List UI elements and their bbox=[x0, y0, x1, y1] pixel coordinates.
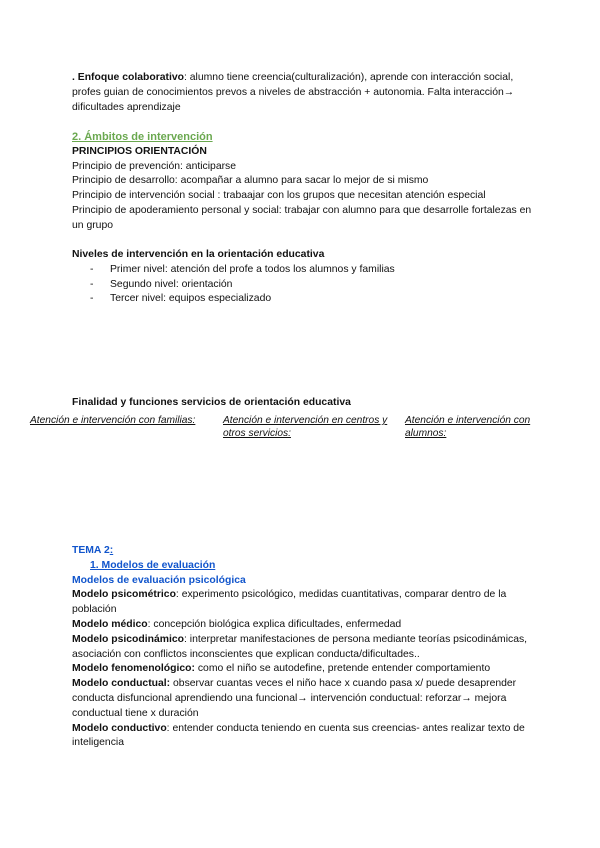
principle-item: Principio de apoderamiento personal y social: trabajar con alumno para que desarrolle fortalezas en un grupo bbox=[72, 204, 532, 231]
principle-item: Principio de desarrollo: acompañar a alumno para sacar lo mejor de si mismo bbox=[72, 175, 429, 187]
column-familias: Atención e intervención con familias: bbox=[30, 415, 196, 426]
list-item: - Segundo nivel: orientación bbox=[72, 278, 532, 293]
model-name: Modelo conductual: bbox=[72, 678, 171, 690]
enfoque-label: . Enfoque colaborativo bbox=[72, 72, 184, 83]
model-entry bbox=[72, 662, 532, 677]
model-name: Modelo médico bbox=[72, 618, 148, 630]
principle-item: Principio de intervención social : trabaajar con los grupos que necesitan atención especial bbox=[72, 190, 486, 202]
models-list bbox=[72, 588, 532, 751]
ambitos-section bbox=[72, 130, 532, 234]
tema2-section bbox=[72, 544, 532, 751]
tema2-heading bbox=[72, 544, 532, 559]
list-item: - Tercer nivel: equipos especializado bbox=[72, 292, 532, 307]
model-text: : interpretar manifestaciones de persona mediante teorías psicodinámicas, asociación con conflictos inconscientes que explican conducta/dificultades.. bbox=[72, 633, 528, 660]
enfoque-text: : alumno tiene creencia(culturalización), aprende con interacción social, profes guian de conocimientos prevos a niveles de abstracción + autonomia. Falta interacción→ dificultades aprendizaje bbox=[72, 72, 515, 113]
section-heading: 1. Modelos de evaluación bbox=[90, 559, 216, 571]
finalidad-title-text: Finalidad y funciones servicios de orientación educativa bbox=[72, 397, 351, 408]
list-item: - Primer nivel: atención del profe a todos los alumnos y familias bbox=[72, 263, 532, 278]
tema2-suffix: : bbox=[109, 545, 114, 556]
column-alumnos: Atención e intervención con alumnos: bbox=[405, 415, 531, 439]
model-entry bbox=[72, 618, 532, 633]
niveles-title: Niveles de intervención en la orientación educativa bbox=[72, 249, 325, 260]
model-text: : experimento psicológico, medidas cuantitativas, comparar dentro de la población bbox=[72, 589, 507, 616]
principios-title: PRINCIPIOS ORIENTACIÓN bbox=[72, 145, 207, 157]
model-name: Modelo fenomenológico: bbox=[72, 663, 195, 675]
subsection-heading: Modelos de evaluación psicológica bbox=[72, 574, 246, 586]
model-text: observar cuantas veces el niño hace x cuando pasa x/ puede desaprender conducta disfuncional aprendiendo una funcional→ intervención conductual: reforzar→ mejora conductual tiene x duración bbox=[72, 678, 517, 719]
principle-item: Principio de prevención: anticiparse bbox=[72, 160, 237, 172]
ambitos-heading: 2. Ámbitos de intervención bbox=[72, 131, 213, 143]
finalidad-title bbox=[72, 396, 532, 411]
column-centros: Atención e intervención en centros y otros servicios: bbox=[223, 415, 388, 439]
model-name: Modelo psicodinámico bbox=[72, 633, 184, 645]
niveles-list bbox=[72, 263, 532, 307]
model-name: Modelo psicométrico bbox=[72, 589, 176, 601]
niveles-section bbox=[72, 248, 532, 307]
model-text: : concepción biológica explica dificultades, enfermedad bbox=[147, 618, 402, 630]
tema2-title: TEMA 2 bbox=[72, 545, 110, 556]
model-entry bbox=[72, 722, 532, 752]
enfoque-paragraph bbox=[72, 71, 532, 115]
model-text: como el niño se autodefine, pretende entender comportamiento bbox=[194, 663, 491, 675]
model-text: : entender conducta teniendo en cuenta sus creencias- antes realizar texto de inteligencia bbox=[72, 722, 525, 749]
model-entry bbox=[72, 633, 532, 663]
model-name: Modelo conductivo bbox=[72, 722, 167, 734]
model-entry bbox=[72, 677, 532, 721]
model-entry bbox=[72, 588, 532, 618]
